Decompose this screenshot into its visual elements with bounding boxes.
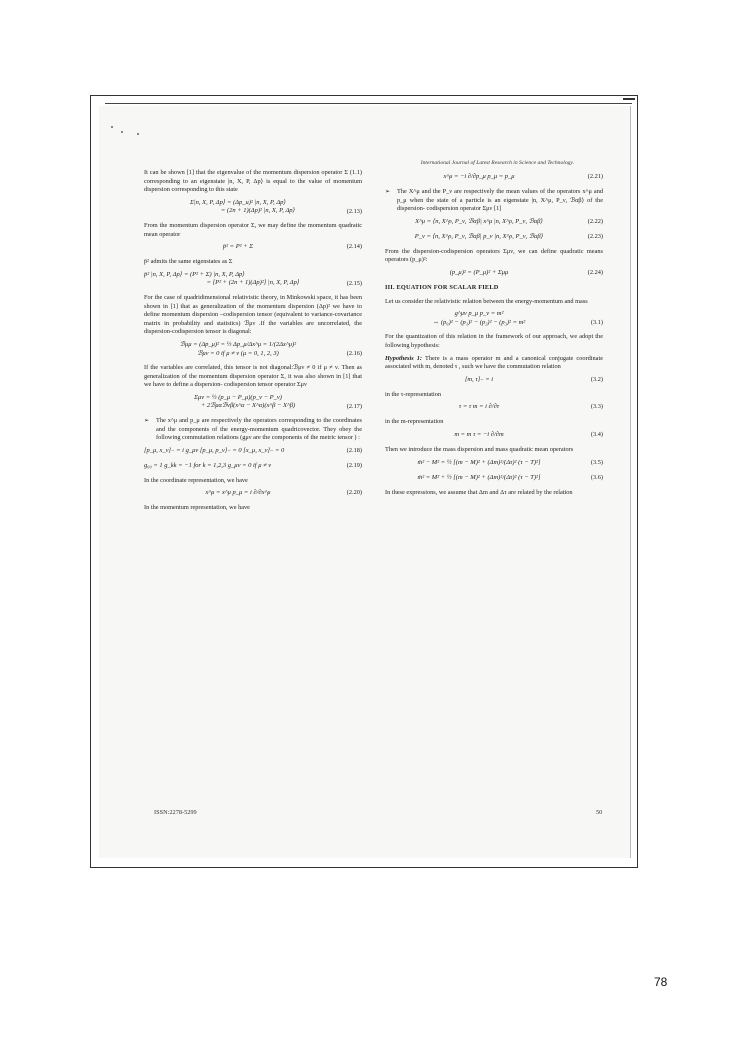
scan-dash-mark — [623, 98, 635, 100]
equation-2-24 — [385, 269, 603, 278]
equation-line: ℬμμ = (Δp_μ)² = ½ Δp_μ/Δx^μ = 1/(2Δx^μ)² — [179, 340, 297, 348]
paragraph: Let us consider the relativistic relation between the energy-momentum and mass — [385, 297, 588, 305]
hypothesis-paragraph — [385, 355, 603, 372]
equation-number: (2.19) — [346, 461, 362, 469]
equation-number: (2.20) — [346, 489, 362, 497]
equation-number: (3.4) — [590, 430, 603, 438]
equation-3-1 — [385, 310, 603, 327]
equation-number: (2.22) — [587, 217, 603, 225]
scan-speck — [137, 133, 139, 135]
equation-line: g^μν p_μ p_ν = m² — [454, 310, 504, 318]
equation-3-3 — [385, 403, 603, 412]
equation-line: x^μ = x^μ p_μ = i ∂/∂x^μ — [205, 489, 271, 497]
equation-3-6 — [385, 474, 603, 483]
equation-2-15 — [144, 271, 362, 288]
paragraph: Then we introduce the mass dispersion and mass quadratic mean operators — [385, 445, 574, 453]
equation-number: (2.24) — [587, 268, 603, 276]
equation-line: (p_μ)² = (P_μ)² + Σμμ — [449, 268, 509, 276]
equation-line: = [P² + (2n + 1)(Δp)²] |n, X, P, Δp⟩ — [206, 279, 300, 287]
equation-line: Σ|n, X, P, Δp⟩ = (Δp_u)² |n, X, P, Δp⟩ — [190, 198, 286, 206]
paragraph: In these expressions, we assume that Δm and Δτ are related by the relation — [385, 488, 573, 496]
equation-line: [p_μ, x_ν]₋ = i g_μν [p_μ, p_ν]₋ = 0 [x_μ, x_ν]₋ = 0 — [144, 446, 285, 454]
equation-number: (2.16) — [346, 349, 362, 357]
equation-2-23 — [385, 233, 603, 242]
issn-footer: ISSN:2278-5299 — [154, 809, 197, 816]
paragraph: From the momentum dispersion operator Σ, we may define the momentum quadratic mean operator — [144, 221, 362, 238]
paragraph: In the momentum representation, we have — [144, 504, 250, 512]
paragraph: It can be shown [1] that the eigenvalue of the momentum dispersion operator Σ (1.1) corresponding to an eigenstate |n, X, P, Δp⟩ is equal to the value of momentum dispersion corresponding to this state — [144, 169, 362, 194]
paragraph: For the case of quadridimensional relativistic theory, in Minkowski space, it has been shown in [1] that as generalization of the momentum dispersion (Δp)² we have to define momentum dispersion –codispersion tensor (equivalent to variance-covariance matrix in probability and statistics) ℬμν .If the variables are uncorrelated, the dispersion-codispersion tensor is diagonal: — [144, 293, 362, 336]
equation-number: (2.14) — [346, 243, 362, 251]
equation-number: (3.6) — [590, 473, 603, 481]
equation-number: (3.3) — [590, 403, 603, 411]
equation-2-16 — [144, 341, 362, 358]
equation-line: x^μ = −i ∂/∂p_μ p_μ = p_μ — [443, 173, 515, 180]
scan-page-number: 50 — [596, 809, 603, 816]
scanned-journal-page — [99, 106, 631, 858]
page-number: 78 — [654, 975, 668, 989]
equation-line: ⇔ (p₀)² − (p₁)² − (p₂)² − (p₃)² = m² — [432, 318, 526, 326]
equation-number: (2.18) — [346, 446, 362, 454]
equation-line: [m, τ]₋ = i — [464, 375, 494, 383]
equation-2-19 — [144, 462, 362, 471]
right-column — [385, 169, 603, 501]
paragraph: In the coordinate representation, we have — [144, 476, 248, 484]
equation-number: (3.1) — [590, 319, 603, 327]
paragraph: If the variables are correlated, this tensor is not diagonal:ℬμν ≠ 0 if μ ≠ ν. Then as generalization of the momentum dispersion operator Σ, it was also shown in [1] that we have to define a dispersion- codispersion tensor operator Σμν — [144, 364, 362, 389]
scan-speck — [111, 126, 113, 128]
equation-line: p̄² = P² + Σ — [222, 243, 254, 251]
scan-speck — [121, 131, 123, 133]
equation-line: g₀₀ = 1 g_kk = −1 for k = 1,2,3 g_μν = 0 if μ ≠ ν — [144, 461, 272, 469]
equation-3-2 — [385, 376, 603, 385]
scanned-page-frame — [90, 95, 638, 868]
equation-number: (2.21) — [587, 173, 603, 180]
equation-2-20 — [144, 489, 362, 498]
equation-2-18 — [144, 447, 362, 456]
scan-top-rule — [105, 103, 632, 104]
hypothesis-label: Hypothesis 1: — [385, 354, 423, 362]
left-column — [144, 169, 362, 517]
equation-number: (2.23) — [587, 232, 603, 240]
equation-line: ℬμν = 0 if μ ≠ ν (μ = 0, 1, 2, 3) — [197, 349, 279, 357]
equation-2-14 — [144, 243, 362, 252]
equation-line: = (2n + 1)(Δp)² |n, X, P, Δp⟩ — [220, 207, 296, 215]
equation-2-17 — [144, 394, 362, 411]
equation-line: P_ν = ⟨n, X^ρ, P_ν, ℬαβ| p_ν |n, X^ρ, P_ν, ℬαβ⟩ — [414, 232, 544, 240]
paragraph: in the m-representation — [385, 418, 444, 426]
equation-line: p̄² |n, X, P, Δp⟩ = (P² + Σ) |n, X, P, Δp⟩ — [144, 270, 245, 278]
paragraph: From the dispersion-codispersion operators Σμν, we can define quadratic means operators (p_μ)²: — [385, 247, 603, 264]
equation-line: τ = τ m = i ∂/∂τ — [458, 403, 500, 411]
equation-2-22 — [385, 218, 603, 227]
equation-2-21 — [385, 173, 603, 182]
equation-line: m̄² = M² + ½ [(m − M)² + (Δm)²/(Δτ)² (τ − T)²] — [417, 473, 541, 481]
paragraph: For the quantization of this relation in the framework of our approach, we adopt the following hypothesis: — [385, 333, 603, 349]
equation-number: (2.13) — [346, 207, 362, 215]
equation-line: Σμν = ½ (p_μ − P_μ)(p_ν − P_ν) — [194, 393, 282, 401]
equation-3-4 — [385, 431, 603, 440]
section-heading: III. EQUATION FOR SCALAR FIELD — [385, 283, 499, 291]
equation-line: m̄² − M² = ½ [(m − M)² + (Δm)²/(Δτ)² (τ − T)²] — [417, 458, 541, 466]
equation-number: (3.5) — [590, 458, 603, 466]
equation-2-13 — [144, 199, 362, 216]
bullet-item: ➢ The X^μ and the P_ν are respectively the mean values of the operators x^μ and p_μ when the state of a particle is an eigenstate |n, X^μ, P_ν, ℬαβ⟩ of the dispersion- codispersion operator Σμν [1] — [385, 188, 603, 214]
equation-number: (2.15) — [346, 279, 362, 287]
hypothesis-text: There is a mass operator m and a canonical conjugate coordinate associated with m, denoted τ , such we have the commutation relation — [385, 354, 603, 371]
bullet-item: ➢ The x^μ and p_μ are respectively the operators corresponding to the coordinates and the components of the energy-momentum quadricovector. They obey the following commutation relations (gμν are the components of the metric tensor ) : — [144, 417, 362, 443]
journal-header: International Journal of Latest Research in Science and Technology. — [420, 160, 574, 166]
equation-3-5 — [385, 459, 603, 468]
equation-number: (3.2) — [590, 375, 603, 383]
equation-number: (2.17) — [346, 402, 362, 410]
paragraph: in the τ-representation — [385, 390, 442, 398]
equation-line: + 2ℬμαℬνβ(x^α − X^α)(x^β − X^β) — [200, 402, 296, 410]
paragraph: p̄² admits the same eigenstates as Σ — [144, 258, 233, 266]
equation-line: X^μ = ⟨n, X^ρ, P_ν, ℬαβ| x^μ |n, X^ρ, P_ν, ℬαβ⟩ — [415, 217, 543, 225]
equation-line: m = m τ = −i ∂/∂m — [454, 430, 504, 438]
